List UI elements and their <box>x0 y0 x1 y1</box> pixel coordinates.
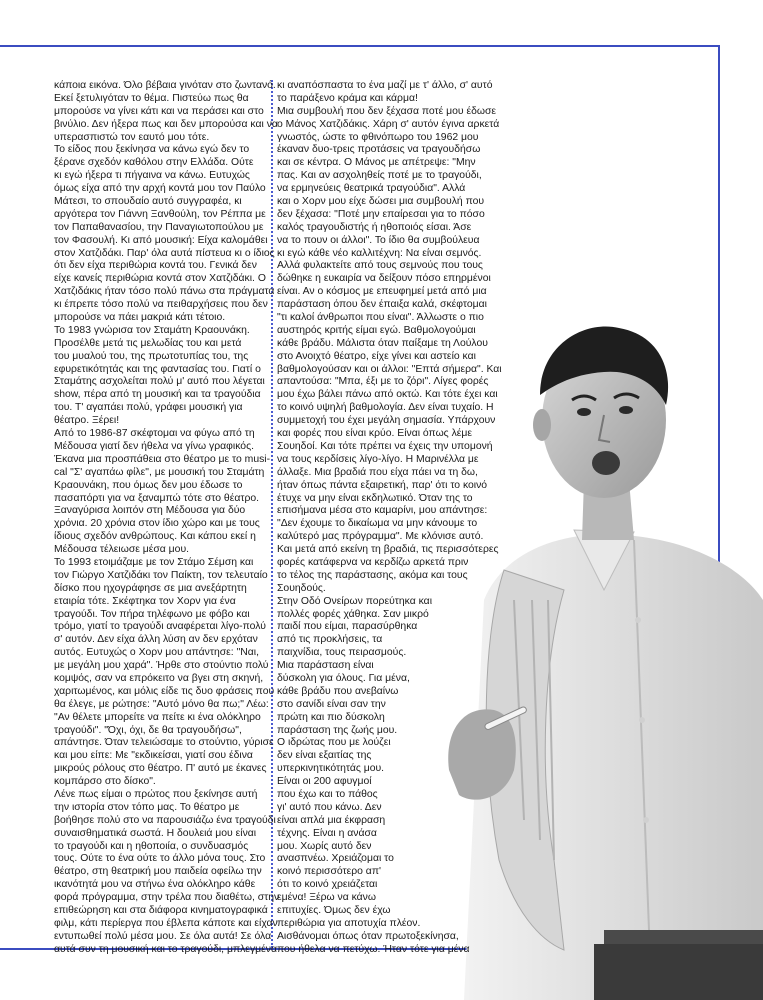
text-line: ότι το κοινό χρειάζεται <box>277 879 378 891</box>
text-line: Αισθάνομαι όπως όταν πρωτοξεκίνησα, <box>277 930 459 942</box>
text-line: επιτυχίες. Όμως δεν έχω <box>277 905 391 916</box>
text-line: θα έλεγε, με ρώτησε: "Αυτό μόνο θα πω;" Λέω: <box>54 698 269 710</box>
text-line: χρόνια. 20 χρόνια στον ίδιο χώρο και με τους <box>54 518 260 530</box>
text-line: υπερκινητικότητάς μου. <box>277 763 385 775</box>
text-line: κάθε βράδυ που ανεβαίνω <box>277 685 399 697</box>
text-line: που ήθελα να πετύχω. Ήταν τότε για μένα <box>277 943 470 955</box>
text-line: παράσταση της ζωής μου. <box>277 724 398 736</box>
text-line: κοινό περισσότερο απ' <box>277 866 381 878</box>
text-line: ικανότητά μου να στήνω ένα ολόκληρο κάθε <box>54 879 256 891</box>
text-line: φιλμ, κάτι περίεργα που έβλεπα κάποτε και είχαν <box>54 917 278 929</box>
text-line: έκαναν δυο-τρεις προτάσεις να τραγουδήσω <box>277 144 481 156</box>
text-line: χαριτωμένος, και μόλις είδε τις δυο φράσεις που <box>54 685 275 697</box>
text-line: σ' αυτόν. Δεν είχα άλλη λύση αν δεν ερχόταν <box>54 634 258 646</box>
text-line: πας. Και αν ασχοληθείς ποτέ με το τραγούδι, <box>277 170 482 182</box>
text-line: Σταμάτης ασχολείται πολύ μ' αυτό που λέγεται <box>54 376 265 388</box>
text-line: απαντούσα: "Μπα, έξι με το ζόρι". Λίγες φορές <box>277 376 489 388</box>
text-line: Κραουνάκη, που όμως δεν μου έδωσε το <box>54 479 243 491</box>
text-line: Το 1983 γνώρισα τον Σταμάτη Κραουνάκη. <box>54 324 250 336</box>
text-line: Μάτεσι, το σπουδαίο αυτό συγγραφέα, κι <box>54 196 242 208</box>
text-line: τραγούδι. Τον πήρα τηλέφωνο με φόβο και <box>54 608 250 620</box>
text-line: τρόμο, γιατί το τραγούδι αναφέρεται λίγο-πολύ <box>54 621 266 633</box>
text-line: βοήθησε πολύ στο να παρουσιάζω ένα τραγούδι <box>54 814 276 826</box>
text-line: Αλλά φυλακτείτε από τους σεμνούς που τους <box>277 260 483 272</box>
text-line: πρώτη και πιο δύσκολη <box>277 711 385 723</box>
text-line: δεν ξέχασα: "Ποτέ μην επαίρεσαι για το πόσο <box>277 208 485 220</box>
text-line: είναι. Αν ο κόσμος με επευφημεί μετά από μια <box>277 286 487 298</box>
text-line: και φορές που είναι κρύο. Είναι όπως λέμε <box>277 428 473 440</box>
text-line: μικρούς ρόλους στο θέατρο. Π' αυτό με έκανες <box>54 763 267 775</box>
text-line: του. Τ' αγαπάει πολύ, γράφει μουσική για <box>54 402 243 414</box>
text-line: Και μετά από εκείνη τη βραδιά, τις περισσότερες <box>277 544 499 556</box>
text-line: και μου είπε: Με "εκδικείσαι, γιατί σου έδινα <box>54 750 253 762</box>
text-line: συμμετοχή του έχει μεγάλη σημασία. Υπάρχουν <box>277 415 496 427</box>
text-line: την ιστορία στον τόπο μας. Το θέατρο με <box>54 801 240 813</box>
text-line: πασαπόρτι για να ξαναμπώ τότε στο θέατρο. <box>54 492 260 504</box>
text-line: Σουηδοί. Και τότε πρέπει να έχεις την υπομονή <box>277 440 493 452</box>
text-line: άλλαξε. Μια βραδιά που είχα πάει να τη δω, <box>277 466 478 478</box>
text-line: εντυπωθεί πολύ μέσα μου. Σε όλα αυτά! Σε όλα <box>54 930 272 942</box>
text-line: μου έχω βάλει πάνω από οκτώ. Και τότε έχει και <box>277 389 498 401</box>
text-line: ξέρανε σχεδόν καθόλου στην Ελλάδα. Ούτε <box>54 157 254 169</box>
text-line: τραγούδι". "Όχι, όχι, δε θα τραγουδήσω", <box>54 724 242 736</box>
text-line: Στην Οδό Ονείρων πορεύτηκα και <box>277 595 433 607</box>
text-line: κι αναπόσπαστα το ένα μαζί με τ' άλλο, σ' αυτό <box>277 80 493 91</box>
text-line: στο Ανοιχτό θέατρο, είχε γίνει και αστείο και <box>277 350 476 362</box>
text-line: περιθώρια για αποτυχία πλέον. <box>277 917 421 929</box>
text-line: συναισθηματικά σωστά. Η δουλειά μου είναι <box>54 827 257 839</box>
text-line: Μια παράσταση είναι <box>277 660 374 672</box>
text-line: φορές κατάφερνα να κερδίζω αρκετά πριν <box>277 556 469 568</box>
text-line: αυτά συν τη μουσική και το τραγούδι, μπλεγμένα <box>54 943 277 955</box>
text-line: γνωστός, ώστε το φθινόπωρο του 1962 μου <box>277 131 479 143</box>
text-line: Είναι οι 200 αφυγμοί <box>277 776 372 788</box>
text-line: και ο Χορν μου είχε δώσει μια συμβουλή που <box>277 196 485 208</box>
text-line: κι εγώ κάθε νέο καλλιτέχνη: Να είναι σεμνός. <box>277 247 482 259</box>
text-line: φορά πρόγραμμα, στην τρέλα που διαθέτω, στην <box>54 892 280 904</box>
text-line: Ξαναγύρισα λοιπόν στη Μέδουσα για δύο <box>54 505 246 517</box>
text-line: του μυαλού του, της πρωτοτυπίας του, της <box>54 350 249 362</box>
text-line: βαθμολογούσαν και οι άλλοι: "Επτά σήμερα". Και <box>277 363 502 375</box>
text-line: να το πουν οι άλλοι". Το ίδιο θα συμβούλευα <box>277 234 480 246</box>
text-line: δύσκολη για όλους. Για μένα, <box>277 672 410 684</box>
text-line: κάποια εικόνα. Όλο βέβαια γινόταν στο ζωντανό. <box>54 80 276 91</box>
text-line: καλύτερό μας πρόγραμμα". Με κλόνισε αυτό. <box>277 531 484 543</box>
text-line: θέατρο. Ξέρει! <box>54 415 120 427</box>
text-line: show, πέρα από τη μουσική και τα τραγούδια <box>54 389 261 401</box>
text-line: παράσταση όπου δεν έπαιξα καλά, σκέφτομαι <box>277 299 487 311</box>
text-line: Χατζιδάκις ήταν τόσο πολύ πάνω στα πράγματα <box>54 286 275 298</box>
text-line: υπερασπιστώ τον εαυτό μου τότε. <box>54 131 210 143</box>
page-frame-top <box>0 45 720 47</box>
text-line: είχε κανείς περιθώρια κοντά στον Χατζιδάκι. Ο <box>54 273 266 285</box>
text-line: Εκεί ξετυλιγόταν το θέμα. Πιστεύω πως θα <box>54 92 249 104</box>
text-line: βινύλιο. Δεν ήξερα πως και δεν μπορούσα και να <box>54 118 278 130</box>
text-line: δίσκο που ηχογράφησε σε μια ανεξάρτητη <box>54 582 247 594</box>
text-line: μου. Χωρίς αυτό δεν <box>277 840 372 852</box>
text-line: Σουηδούς. <box>277 582 326 594</box>
text-line: να τους κερδίσεις λίγο-λίγο. Η Μαρινέλλα με <box>277 453 479 465</box>
text-line: ανασπνέω. Χρειάζομαι το <box>277 853 394 865</box>
text-line: κι έπρεπε τόσο πολύ να πειθαρχήσεις που δεν <box>54 299 268 311</box>
text-line: που έχω και το πάθος <box>277 788 378 800</box>
text-line: να ερμηνεύεις θεατρικά τραγούδια". Αλλά <box>277 183 466 195</box>
text-line: το τραγούδι και η ηθοποιία, ο συνδυασμός <box>54 840 249 852</box>
text-line: Από το 1986-87 σκέφτομαι να φύγω από τη <box>54 428 255 440</box>
text-line: Έκανα μια προσπάθεια στο θέατρο με το musi- <box>54 453 271 465</box>
text-line: είναι απλά μια έκφραση <box>277 814 386 826</box>
text-line: Το είδος που ξεκίνησα να κάνω εγώ δεν το <box>54 144 250 156</box>
text-line: παιδί που είμαι, παρασύρθηκα <box>277 621 418 633</box>
text-line: "Αν θέλετε μπορείτε να πείτε κι ένα ολόκληρο <box>54 711 261 723</box>
text-line: "τι καλοί άνθρωποι που είναι". Άλλωστε ο πιο <box>277 312 484 324</box>
text-line: απάντησε. Όταν τελειώσαμε το στούντιο, γύρισε <box>54 737 274 749</box>
text-line: κάθε βράδυ. Μάλιστα όταν παίξαμε τη Λούλου <box>277 337 488 349</box>
text-line: γι' αυτό που κάνω. Δεν <box>277 801 382 813</box>
text-line: επιθεώρηση και στα διάφορα κινηματογραφικά <box>54 905 268 916</box>
text-line: το παράξενο κράμα και κάρμα! <box>277 92 418 104</box>
text-line: κι εγώ ήξερα τι πήγαινα να κάνω. Ευτυχώς <box>54 170 250 182</box>
text-line: cal "Σ' αγαπάω φίλε", με μουσική του Σταμάτη <box>54 466 265 478</box>
text-line: "Δεν έχουμε το δικαίωμα να μην κάνουμε το <box>277 518 478 530</box>
text-line: στο σανίδι είναι σαν την <box>277 698 386 710</box>
text-line: Μια συμβουλή που δεν ξέχασα ποτέ μου έδωσε <box>277 105 497 117</box>
text-line: παιχνίδια, τους πειρασμούς. <box>277 647 407 659</box>
text-line: με μεγάλη μου χαρά". Ήρθε στο στούντιο πολύ <box>54 660 269 672</box>
text-line: ο Μάνος Χατζιδάκις. Χάρη σ' αυτόν έγινα αρκετά <box>277 118 500 130</box>
text-line: Μέδουσα γιατί δεν ήθελα να γίνω γραφικός. <box>54 440 254 452</box>
text-line: από τις προκλήσεις, τα <box>277 634 383 646</box>
text-line: πολλές φορές χάθηκα. Σαν μικρό <box>277 608 429 620</box>
text-line: Προσέλθε μετά τις μελωδίας του και μετά <box>54 337 242 349</box>
text-line: κομπάρσο στο δίσκο". <box>54 776 156 788</box>
text-line: Μέδουσα τέλειωσε μέσα μου. <box>54 544 190 556</box>
text-line: δεν είναι εξαιτίας της <box>277 750 372 762</box>
article-column-right <box>277 80 502 957</box>
text-line: ίδιους σχεδόν ανθρώπους. Και κάπου εκεί η <box>54 531 256 543</box>
article-column-left <box>54 80 280 957</box>
text-line: Το 1993 ετοιμάζαμε με τον Στάμο Σέμση και <box>54 556 254 568</box>
text-line: αυστηρός κριτής είμαι εγώ. Βαθμολογούμαι <box>277 324 476 336</box>
text-line: καλός τραγουδιστής ή ηθοποιός είσαι. Άσε <box>277 221 472 233</box>
text-line: ήταν όπως πάντα εξαιρετική, παρ' ότι το κοινό <box>277 479 488 491</box>
text-line: και σε κέντρα. Ο Μάνος με απέτρεψε: "Μην <box>277 157 476 169</box>
text-line: τον Γιώργο Χατζιδάκι τον Παίκτη, τον τελευταίο <box>54 569 268 581</box>
text-line: στον Χατζιδάκι. Παρ' όλα αυτά πίστευα κι ο ίδιος <box>54 247 275 259</box>
text-line: κομψός, σαν να επρόκειτο να βγει στη σκηνή, <box>54 672 264 684</box>
text-line: αυτός. Ευτυχώς ο Χορν μου απάντησε: "Ναι, <box>54 647 259 659</box>
text-line: τους. Ούτε το ένα ούτε το άλλο μόνα τους. Στο <box>54 853 266 865</box>
text-line: όμως είχα από την αρχή κοντά μου τον Παύλο <box>54 183 266 195</box>
text-line: μπορούσε να πάει μακριά κάτι τέτοιο. <box>54 312 226 324</box>
text-line: εμένα! Ξέρω να κάνω <box>277 892 376 904</box>
text-line: τον Παπαθανασίου, την Παναγιωτοπούλου με <box>54 221 264 233</box>
text-line: εφυρετικότητάς και της φαντασίας του. Γιατί ο <box>54 363 261 375</box>
text-line: τέχνης. Είναι η ανάσα <box>277 827 377 839</box>
text-line: έτυχε να μην είναι εκδηλωτικό. Όταν της το <box>277 492 473 504</box>
text-line: Λένε πως είμαι ο πρώτος που ξεκίνησε αυτή <box>54 788 258 800</box>
text-line: ότι δεν είχα περιθώρια κοντά του. Γενικά δεν <box>54 260 257 272</box>
text-line: αργότερα τον Γιάννη Ξανθούλη, τον Ρέππα με <box>54 208 266 220</box>
text-line: δώθηκε η ευκαιρία να δείξουν πόσο επηρμένοι <box>277 273 491 285</box>
text-line: το τέλος της παράστασης, ακόμα και τους <box>277 569 468 581</box>
text-line: εταιρία τότε. Σκέφτηκα τον Χορν για ένα <box>54 595 236 607</box>
text-line: Ο ιδρώτας που με λούζει <box>277 737 391 749</box>
text-line: επισήμανα μέσα στο καμαρίνι, μου απάντησε: <box>277 505 488 517</box>
text-line: το κοινό υψηλή βαθμολογία. Δεν είναι τυχαίο. Η <box>277 402 494 414</box>
text-line: θέατρο, στη θεατρική μου παιδεία οφείλω την <box>54 866 262 878</box>
text-line: τον Φασουλή. Κι από μουσική: Είχα καλομάθει <box>54 234 268 246</box>
text-line: μπορούσε να γίνει κάτι και να περάσει και στο <box>54 105 264 117</box>
